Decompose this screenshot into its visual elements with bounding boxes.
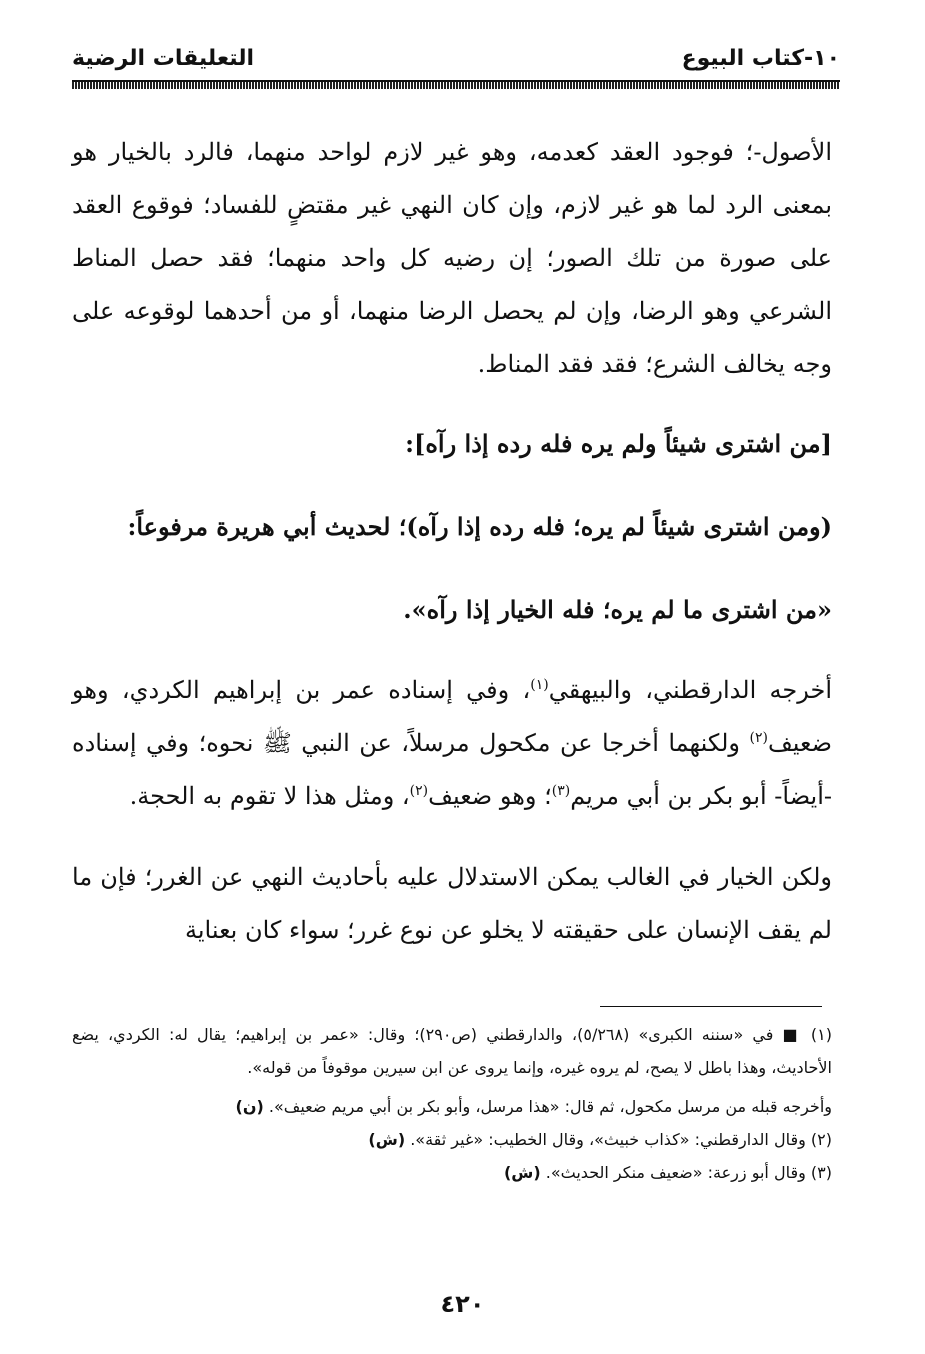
footnote-2 [72, 1123, 832, 1156]
takhrij-text-a: أخرجه الدارقطني، والبيهقي [548, 676, 832, 704]
main-text [72, 126, 832, 957]
section-heading: [من اشترى شيئاً ولم يره فله رده إذا رآه]: [405, 429, 832, 458]
editor-tag: (ش) [503, 1163, 541, 1182]
takhrij-paragraph [72, 664, 832, 823]
header-rule [72, 80, 840, 89]
footnote-3-text: (٣) وقال أبو زرعة: «ضعيف منكر الحديث». [545, 1163, 832, 1182]
running-header [72, 38, 840, 78]
footnote-1-continuation [72, 1090, 832, 1123]
footnote-ref-2[interactable]: (٢) [749, 730, 768, 746]
book-title: التعليقات الرضية [72, 45, 255, 71]
footnote-ref-1[interactable]: (١) [530, 677, 549, 693]
footnote-1: (١) ■ في «سننه الكبرى» (٥/٢٦٨)، والدارقطني (ص٢٩٠)؛ وقال: «عمر بن إبراهيم؛ يقال له: الكردي، يضع الأحاديث، وهذا باطل لا يصح، لم يروه غيره، وإنما يروى عن ابن سيرين موقوفاً من قوله». [72, 1025, 833, 1077]
takhrij-text-e: ، ومثل هذا لا تقوم به الحجة. [129, 782, 410, 810]
takhrij-text-d: ؛ وهو ضعيف [428, 782, 552, 810]
hadith-quote: «من اشترى ما لم يره؛ فله الخيار إذا رآه». [403, 595, 832, 624]
footnote-ref-2b[interactable]: (٢) [409, 783, 429, 799]
takhrij-text-b: ، وفي إسناده عمر بن إبراهيم الكردي، وهو ضعيف [72, 676, 832, 757]
footnotes [72, 1018, 832, 1189]
page-number: ٤٢٠ [440, 1290, 485, 1318]
footnote-ref-3[interactable]: (٣) [551, 783, 571, 799]
matn-text: (ومن اشترى شيئاً لم يره؛ فله رده إذا رآه)؛ لحديث أبي هريرة مرفوعاً: [127, 512, 832, 541]
takhrij-text-c: ولكنهما أخرجا عن مكحول مرسلاً، عن النبي ﷺ نحوه؛ وفي إسناده -أيضاً- أبو بكر بن أبي مريم [72, 729, 832, 810]
paragraph-continuation: الأصول-؛ فوجود العقد كعدمه، وهو غير لازم لواحد منهما، فالرد بالخيار هو بمعنى الرد لما هو غير لازم، وإن كان النهي غير مقتضٍ للفساد؛ فوقوع العقد على صورة من تلك الصور؛ إن رضيه كل واحد منهما؛ فقد حصل المناط الشرعي وهو الرضا، وإن لم يحصل الرضا منهما، أو من أحدهما لوقوعه على وجه يخالف الشرع؛ فقد فقد المناط. [72, 138, 832, 378]
footnote-3 [72, 1156, 832, 1189]
chapter-title: ١٠-كتاب البيوع [681, 45, 840, 71]
footnote-1-continuation-text: وأخرجه قبله من مرسل مكحول، ثم قال: «هذا مرسل، وأبو بكر بن أبي مريم ضعيف». [268, 1097, 832, 1116]
editor-tag: (ش) [368, 1130, 406, 1149]
gharar-paragraph: ولكن الخيار في الغالب يمكن الاستدلال عليه بأحاديث النهي عن الغرر؛ فإن ما لم يقف الإنسان على حقيقته لا يخلو عن نوع غرر؛ سواء كان بعناية [72, 863, 832, 944]
footnote-separator [600, 1006, 822, 1007]
footnote-2-text: (٢) وقال الدارقطني: «كذاب خبيث»، وقال الخطيب: «غير ثقة». [410, 1130, 832, 1149]
editor-tag: (ن) [235, 1097, 264, 1116]
